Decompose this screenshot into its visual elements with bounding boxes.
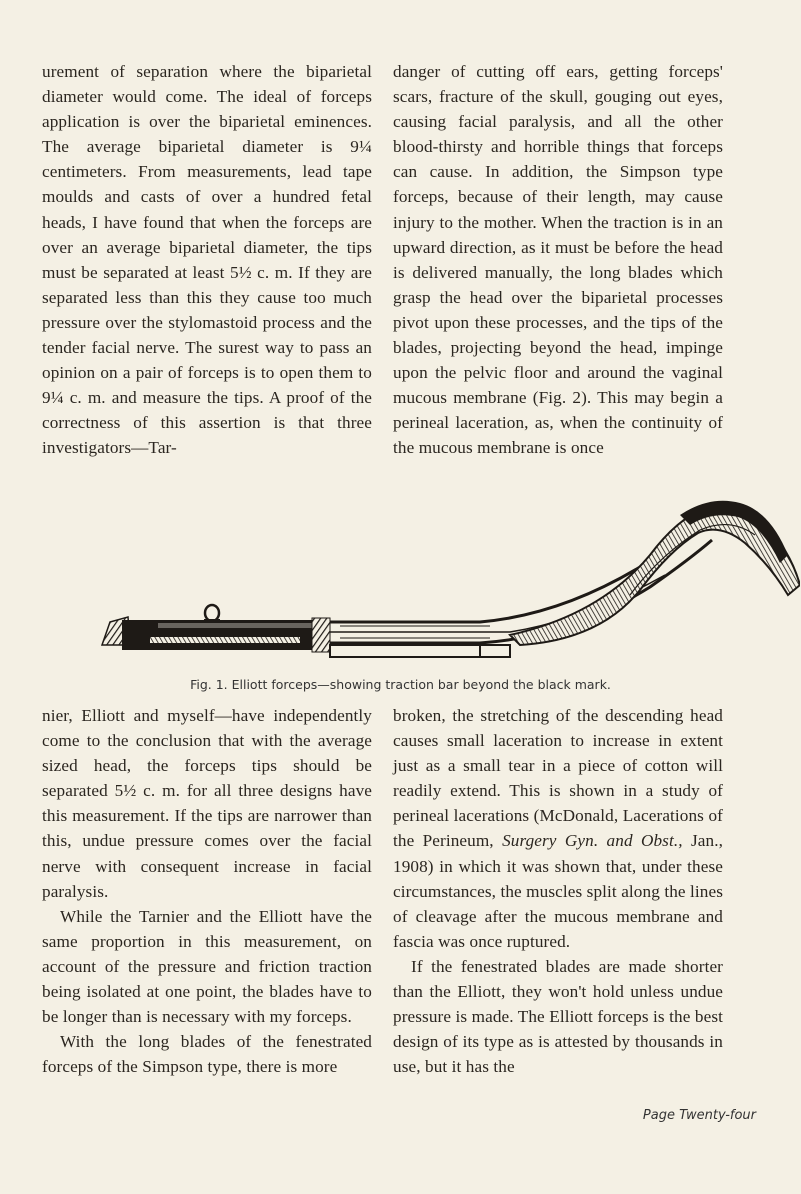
paragraph: nier, Elliott and myself—have independently come to the conclusion that with the average sized head, the forceps tips should be separated 5½ c. m. for all three designs have this measurement. If the tips are narrower than this, undue pressure comes over the facial nerve with consequent increase in facial paralysis. (42, 706, 372, 901)
forceps-shank (330, 525, 712, 643)
elliott-forceps-illustration (40, 495, 800, 673)
paragraph: danger of cutting off ears, getting forceps' scars, fracture of the skull, gouging out eyes, causing facial paralysis, and all the other blood-thirsty and horrible things that forceps can cause. In addition, the Simpson type forceps, because of their length, may cause injury to the mother. When the traction is in an upward direction, as it must be before the head is delivered manually, the long blades which grasp the head over the biparietal processes pivot upon these processes, and the tips of the blades, projecting beyond the head, impinge upon the pelvic floor and around the vaginal mucous membrane (Fig. 2). This may begin a perineal laceration, as, when the continuity of the mucous membrane is once (393, 62, 723, 458)
text-column-bottom-left (42, 703, 372, 1079)
paragraph (393, 703, 723, 954)
figure-caption: Fig. 1. Elliott forceps—showing traction bar beyond the black mark. (190, 677, 611, 692)
text-column-bottom-right (393, 703, 723, 1079)
text-column-top-left (42, 59, 372, 461)
text-column-top-right (393, 59, 723, 461)
forceps-blades (510, 501, 800, 645)
paragraph: With the long blades of the fenestrated forceps of the Simpson type, there is more (42, 1032, 372, 1077)
paragraph-text: Jan., 1908) in which it was shown that, under these circumstances, the muscles split along the lines of cleavage after the mucous membrane and fascia was once ruptured. (393, 831, 724, 951)
page-number: Page Twenty-four (642, 1108, 756, 1123)
paragraph: If the fenestrated blades are made shorter than the Elliott, they won't hold unless undue pressure is made. The Elliott forceps is the best design of its type as is attested by thousands in use, but it has the (393, 956, 723, 1077)
paragraph: urement of separation where the biparietal diameter would come. The ideal of forceps application is over the biparietal eminences. The average biparietal diameter is 9¼ centimeters. From measurements, lead tape moulds and casts of over a hundred fetal heads, I have found that when the forceps are over an average biparietal diameter, the tips must be separated at least 5½ c. m. If they are separated less than this they cause too much pressure over the stylomastoid process and the tender facial nerve. The surest way to pass an opinion on a pair of forceps is to open them to 9¼ c. m. and measure the tips. A proof of the correctness of this assertion is that three investigators—Tar- (42, 62, 372, 458)
paragraph: While the Tarnier and the Elliott have the same proportion in this measurement, on account of the pressure and friction traction being isolated at one point, the blades have to be longer than is necessary with my forceps. (42, 906, 372, 1027)
journal-title: Surgery Gyn. and Obst., (502, 831, 683, 851)
paragraph-text: broken, the stretching of the descending head causes small laceration to increase in extent just as a small tear in a piece of cotton will readily extend. This is shown in a study of perineal lacerations (McDonald, Lacerations of the Perineum, (393, 706, 723, 851)
